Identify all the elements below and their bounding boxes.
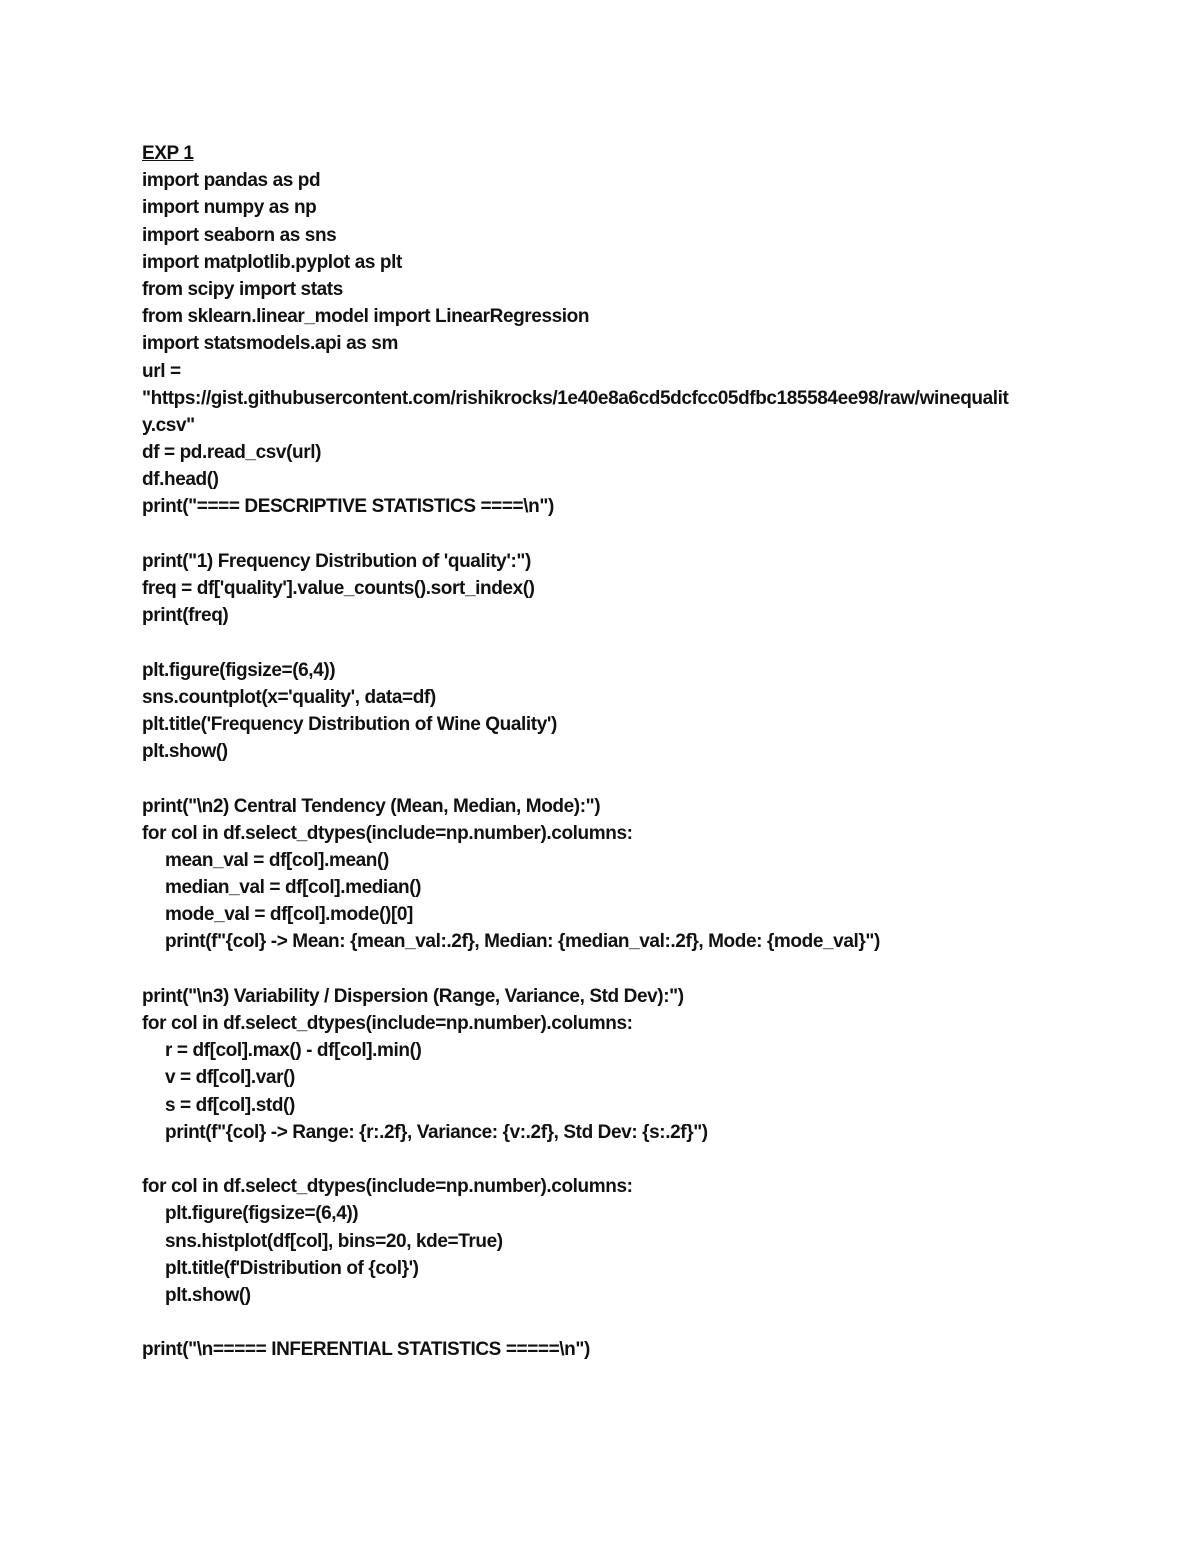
code-line: import matplotlib.pyplot as plt [142,251,402,273]
code-line: print("\n===== INFERENTIAL STATISTICS =====\n") [142,1339,590,1361]
blank-line [142,956,1102,983]
code-line: print("\n2) Central Tendency (Mean, Median, Mode):") [142,795,601,817]
code-line: plt.show() [142,741,228,763]
code-line: plt.figure(figsize=(6,4)) [165,1203,359,1225]
code-line: plt.title(f'Distribution of {col}') [165,1257,419,1279]
code-line: df.head() [142,469,219,491]
code-lines [142,167,1102,1363]
blank-line [142,629,1102,656]
code-line: url = [142,360,181,382]
code-line: from scipy import stats [142,278,343,300]
code-line: freq = df['quality'].value_counts().sort_index() [142,578,535,599]
code-line: print("\n3) Variability / Dispersion (Range, Variance, Std Dev):") [142,985,684,1007]
code-line: print(f"{col} -> Range: {r:.2f}, Variance: {v:.2f}, Std Dev: {s:.2f}") [165,1121,708,1143]
code-line: import seaborn as sns [142,224,337,246]
code-line: sns.histplot(df[col], bins=20, kde=True) [165,1230,503,1252]
code-line: df = pd.read_csv(url) [142,442,322,464]
code-line: import numpy as np [142,197,317,219]
code-line: v = df[col].var() [165,1067,295,1089]
code-line: s = df[col].std() [165,1094,295,1116]
blank-line [142,1309,1102,1336]
code-line: plt.show() [165,1284,251,1306]
blank-line [142,765,1102,792]
code-line: print(freq) [142,605,229,627]
code-line: for col in df.select_dtypes(include=np.number).columns: [142,1013,633,1034]
code-line: median_val = df[col].median() [165,877,422,899]
experiment-heading: EXP 1 [142,143,194,164]
code-line: plt.figure(figsize=(6,4)) [142,659,336,681]
code-line: print("==== DESCRIPTIVE STATISTICS ====\n") [142,496,554,518]
code-listing [142,140,1102,1363]
code-line: plt.title('Frequency Distribution of Wine Quality') [142,713,557,735]
code-line: "https://gist.githubusercontent.com/rishikrocks/1e40e8a6cd5dcfcc05dfbc185584ee98/raw/winequalit [142,387,1009,409]
code-line: y.csv" [142,414,195,436]
code-line: from sklearn.linear_model import LinearRegression [142,306,590,328]
code-line: r = df[col].max() - df[col].min() [165,1040,422,1062]
code-line: import statsmodels.api as sm [142,333,398,355]
code-line: print("1) Frequency Distribution of 'quality':") [142,550,531,572]
code-line: import pandas as pd [142,170,321,192]
code-line: sns.countplot(x='quality', data=df) [142,686,436,708]
code-line: for col in df.select_dtypes(include=np.number).columns: [142,1176,633,1198]
code-line: mean_val = df[col].mean() [165,849,389,871]
code-line: mode_val = df[col].mode()[0] [165,904,413,926]
code-line: print(f"{col} -> Mean: {mean_val:.2f}, Median: {median_val:.2f}, Mode: {mode_val}") [165,931,880,953]
code-line: for col in df.select_dtypes(include=np.number).columns: [142,822,633,844]
blank-line [142,521,1102,548]
blank-line [142,1146,1102,1173]
